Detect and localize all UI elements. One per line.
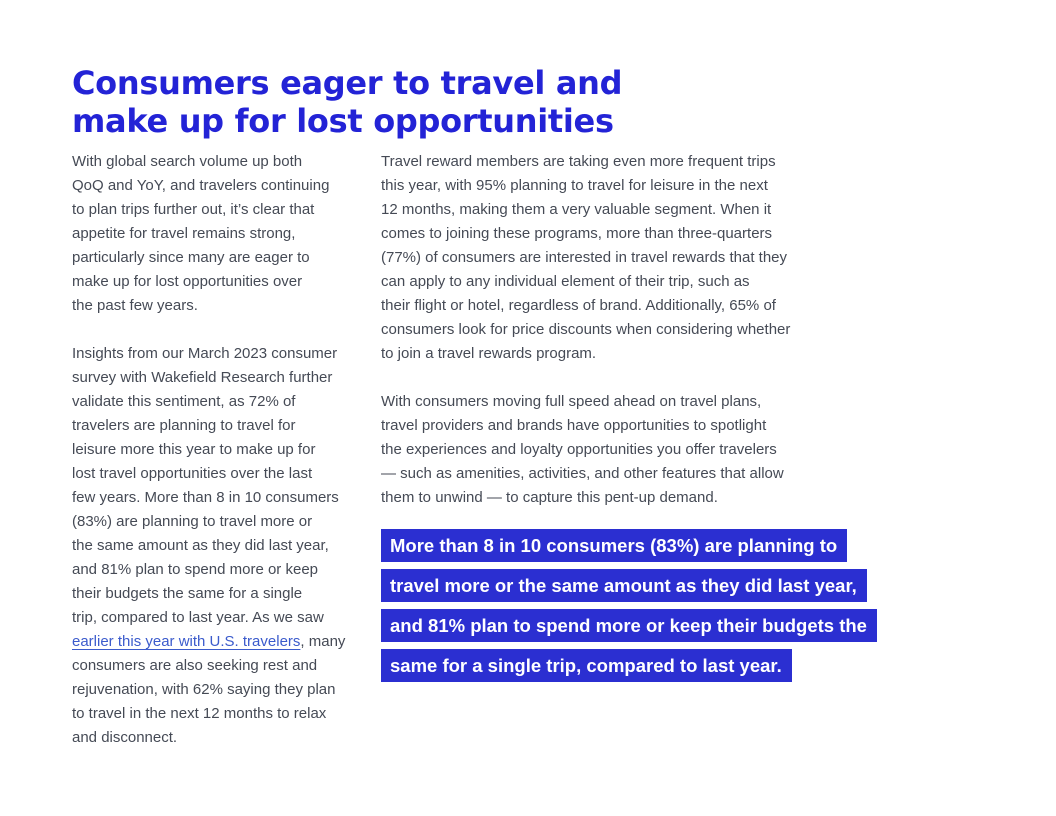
text-line: to plan trips further out, it’s clear that bbox=[72, 201, 315, 218]
text-line: consumers look for price discounts when considering whether bbox=[381, 321, 791, 338]
callout-line: and 81% plan to spend more or keep their budgets the bbox=[381, 609, 877, 642]
text-line: trip, compared to last year. As we saw bbox=[72, 609, 324, 626]
text-line: consumers are also seeking rest and bbox=[72, 657, 318, 674]
text-line: make up for lost opportunities over bbox=[72, 273, 303, 290]
title-line: Consumers eager to travel and bbox=[72, 64, 623, 102]
text-line: few years. More than 8 in 10 consumers bbox=[72, 489, 339, 506]
callout-line: More than 8 in 10 consumers (83%) are planning to bbox=[381, 529, 847, 562]
text-line: the experiences and loyalty opportunities you offer travelers bbox=[381, 441, 777, 458]
paragraph-gap bbox=[381, 366, 841, 390]
text-line: to join a travel rewards program. bbox=[381, 345, 597, 362]
text-line: 12 months, making them a very valuable segment. When it bbox=[381, 201, 772, 218]
text-line: lost travel opportunities over the last bbox=[72, 465, 313, 482]
text-line: (77%) of consumers are interested in travel rewards that they bbox=[381, 249, 788, 266]
right-paragraph-1 bbox=[381, 150, 841, 366]
text-line: this year, with 95% planning to travel for leisure in the next bbox=[381, 177, 768, 194]
text-line: travel providers and brands have opportunities to spotlight bbox=[381, 417, 767, 434]
text-fragment: , many bbox=[300, 633, 346, 650]
left-paragraph-2 bbox=[72, 342, 372, 750]
text-line: Travel reward members are taking even more frequent trips bbox=[381, 153, 776, 170]
text-line: to travel in the next 12 months to relax bbox=[72, 705, 327, 722]
text-line: comes to joining these programs, more than three-quarters bbox=[381, 225, 773, 242]
text-line-with-link bbox=[72, 630, 372, 654]
text-line: — such as amenities, activities, and other features that allow bbox=[381, 465, 784, 482]
text-line: their flight or hotel, regardless of brand. Additionally, 65% of bbox=[381, 297, 776, 314]
left-paragraph-1 bbox=[72, 150, 372, 318]
text-line: the past few years. bbox=[72, 297, 198, 314]
highlight-callout bbox=[381, 529, 877, 689]
text-line: (83%) are planning to travel more or bbox=[72, 513, 313, 530]
text-line: particularly since many are eager to bbox=[72, 249, 310, 266]
callout-line: same for a single trip, compared to last year. bbox=[381, 649, 792, 682]
page-title bbox=[72, 64, 632, 140]
text-line: travelers are planning to travel for bbox=[72, 417, 296, 434]
title-line: make up for lost opportunities bbox=[72, 102, 614, 140]
text-line: the same amount as they did last year, bbox=[72, 537, 329, 554]
text-line: their budgets the same for a single bbox=[72, 585, 303, 602]
text-line: With consumers moving full speed ahead on travel plans, bbox=[381, 393, 762, 410]
paragraph-gap bbox=[72, 318, 372, 342]
text-line: rejuvenation, with 62% saying they plan bbox=[72, 681, 336, 698]
text-line: QoQ and YoY, and travelers continuing bbox=[72, 177, 330, 194]
text-line: them to unwind — to capture this pent-up demand. bbox=[381, 489, 718, 506]
text-line: appetite for travel remains strong, bbox=[72, 225, 296, 242]
text-line: and 81% plan to spend more or keep bbox=[72, 561, 318, 578]
left-column bbox=[72, 150, 372, 750]
right-paragraph-2 bbox=[381, 390, 841, 510]
text-line: leisure more this year to make up for bbox=[72, 441, 316, 458]
text-line: and disconnect. bbox=[72, 729, 178, 746]
text-line: With global search volume up both bbox=[72, 153, 303, 170]
text-line: survey with Wakefield Research further bbox=[72, 369, 333, 386]
callout-line: travel more or the same amount as they did last year, bbox=[381, 569, 867, 602]
text-line: Insights from our March 2023 consumer bbox=[72, 345, 338, 362]
text-line: validate this sentiment, as 72% of bbox=[72, 393, 296, 410]
text-line: can apply to any individual element of their trip, such as bbox=[381, 273, 750, 290]
right-column bbox=[381, 150, 841, 510]
us-travelers-report-link[interactable]: earlier this year with U.S. travelers bbox=[72, 633, 301, 650]
